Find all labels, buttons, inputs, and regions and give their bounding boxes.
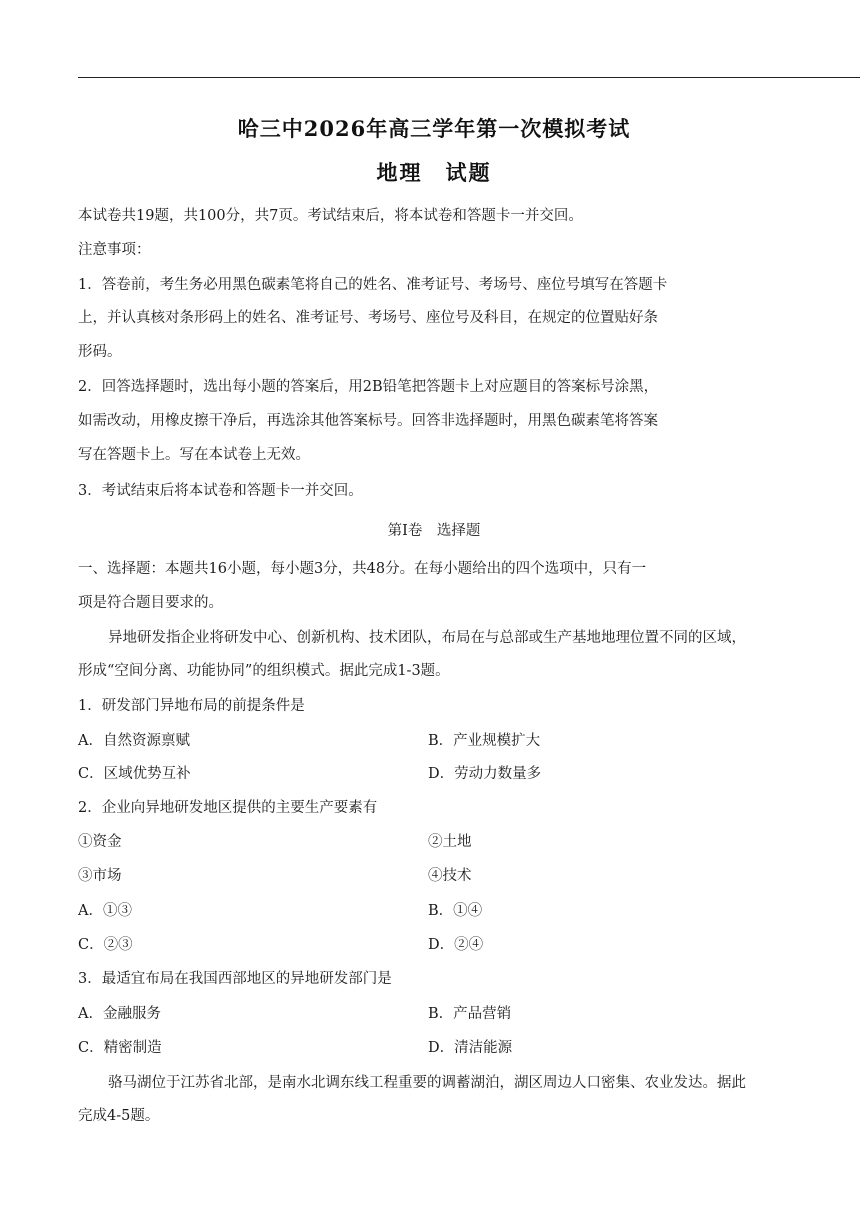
item-1: ①资金: [78, 834, 122, 850]
option-c: C．区域优势互补: [78, 766, 191, 782]
notice-line: 3．考试结束后将本试卷和答题卡一并交回。: [78, 483, 363, 499]
notice-line: 1．答卷前，考生务必用黑色碳素笔将自己的姓名、准考证号、考场号、座位号填写在答题卡: [78, 277, 668, 293]
exam-title: 哈三中2026年高三学年第一次模拟考试: [237, 116, 631, 141]
notice-line: 如需改动，用橡皮擦干净后，再选涂其他答案标号。回答非选择题时，用黑色碳素笔将答案: [78, 413, 658, 429]
item-2: ②土地: [428, 834, 472, 850]
item-4: ④技术: [428, 868, 472, 884]
notice-line: 形码。: [78, 344, 122, 360]
option-a: A．①③: [78, 903, 132, 919]
item-3: ③市场: [78, 868, 122, 884]
option-a: A．金融服务: [78, 1006, 161, 1022]
question-stem: 3．最适宜布局在我国西部地区的异地研发部门是: [78, 971, 392, 987]
intro-text: 本试卷共19题，共100分，共7页。考试结束后，将本试卷和答题卡一并交回。: [78, 208, 583, 224]
header-rule: [78, 77, 860, 78]
notice-line: 写在答题卡上。写在本试卷上无效。: [78, 447, 310, 463]
passage-text: 骆马湖位于江苏省北部，是南水北调东线工程重要的调蓄湖泊，湖区周边人口密集、农业发达。据此: [108, 1075, 746, 1091]
passage-text: 异地研发指企业将研发中心、创新机构、技术团队，布局在与总部或生产基地地理位置不同的区域，: [108, 630, 746, 646]
exam-subtitle: 地理 试题: [376, 160, 492, 185]
section-instruction: 一、选择题：本题共16小题，每小题3分，共48分。在每小题给出的四个选项中，只有一: [78, 561, 647, 577]
option-d: D．②④: [428, 937, 484, 953]
option-b: B．①④: [428, 903, 483, 919]
passage-text: 形成“空间分离、功能协同”的组织模式。据此完成1-3题。: [78, 663, 450, 679]
question-stem: 2．企业向异地研发地区提供的主要生产要素有: [78, 800, 378, 816]
notice-line: 上，并认真核对条形码上的姓名、准考证号、考场号、座位号及科目，在规定的位置贴好条: [78, 310, 658, 326]
option-c: C．②③: [78, 937, 133, 953]
option-c: C．精密制造: [78, 1040, 162, 1056]
section-heading: 第Ⅰ卷 选择题: [387, 523, 481, 539]
question-stem: 1．研发部门异地布局的前提条件是: [78, 698, 305, 714]
section-instruction: 项是符合题目要求的。: [78, 595, 223, 611]
notice-heading: 注意事项：: [78, 242, 151, 258]
option-d: D．清洁能源: [428, 1040, 513, 1056]
option-d: D．劳动力数量多: [428, 766, 542, 782]
option-b: B．产业规模扩大: [428, 733, 541, 749]
option-a: A．自然资源禀赋: [78, 733, 190, 749]
option-b: B．产品营销: [428, 1006, 512, 1022]
notice-line: 2．回答选择题时，选出每小题的答案后，用2B铅笔把答题卡上对应题目的答案标号涂黑，: [78, 379, 659, 395]
passage-text: 完成4-5题。: [78, 1108, 160, 1124]
